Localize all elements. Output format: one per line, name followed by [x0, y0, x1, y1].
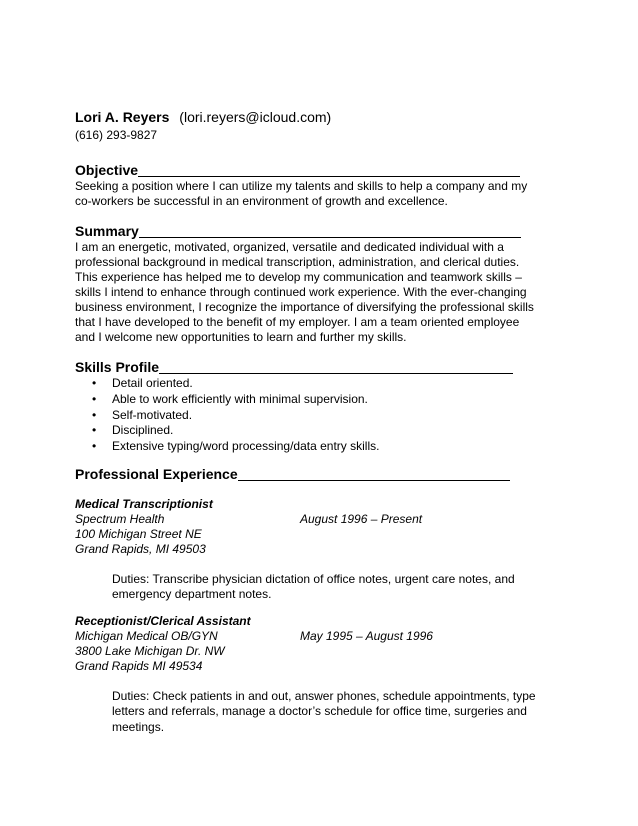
heading-underline	[138, 176, 520, 177]
summary-heading	[75, 223, 555, 240]
job-employer: Spectrum Health	[75, 511, 165, 526]
bullet-icon: •	[92, 423, 97, 438]
summary-line: business environment, I recognize the importance of diversifying the professional skills	[75, 300, 534, 314]
heading-underline	[159, 373, 513, 374]
job-title: Receptionist/Clerical Assistant	[75, 613, 251, 628]
job-street: 3800 Lake Michigan Dr. NW	[75, 643, 225, 658]
experience-heading	[75, 466, 555, 483]
applicant-email: (lori.reyers@icloud.com)	[179, 109, 332, 125]
job-entry	[75, 497, 555, 603]
duties-line: emergency department notes.	[112, 587, 272, 602]
objective-line: Seeking a position where I can utilize my talents and skills to help a company and my	[75, 179, 528, 193]
summary-line: professional background in medical transcription, administration, and clerical duties.	[75, 255, 520, 269]
skills-heading-text: Skills Profile	[75, 359, 160, 375]
heading-underline	[139, 237, 521, 238]
job-employer: Michigan Medical OB/GYN	[75, 628, 218, 643]
job-entry	[75, 614, 555, 736]
summary-heading-text: Summary	[75, 223, 139, 239]
applicant-phone: (616) 293-9827	[75, 128, 158, 142]
objective-heading	[75, 162, 555, 179]
skill-text: Disciplined.	[112, 423, 174, 438]
job-city: Grand Rapids, MI 49503	[75, 541, 206, 556]
duties-line: Duties: Transcribe physician dictation of office notes, urgent care notes, and	[112, 571, 515, 586]
skill-text: Able to work efficiently with minimal supervision.	[112, 391, 368, 406]
resume-page	[75, 108, 555, 735]
bullet-icon: •	[92, 376, 97, 390]
job-dates: August 1996 – Present	[300, 511, 423, 526]
job-employer-line	[75, 629, 555, 644]
heading-underline	[238, 480, 510, 481]
bullet-icon: •	[92, 439, 97, 454]
objective-heading-text: Objective	[75, 162, 139, 178]
summary-text	[75, 240, 555, 345]
objective-text	[75, 179, 555, 209]
summary-line: I am an energetic, motivated, organized, versatile and dedicated individual with a	[75, 240, 504, 254]
skill-item	[75, 408, 555, 424]
summary-line: This experience has helped me to develop my communication and teamwork skills –	[75, 270, 522, 284]
skill-text: Extensive typing/word processing/data entry skills.	[112, 439, 380, 454]
skill-item	[75, 376, 555, 392]
job-street: 100 Michigan Street NE	[75, 526, 202, 541]
duties-line: Duties: Check patients in and out, answer phones, schedule appointments, type	[112, 688, 536, 703]
summary-line: that I have developed to the benefit of my employer. I am a team oriented employee	[75, 315, 520, 329]
skill-item	[75, 392, 555, 408]
job-title: Medical Transcriptionist	[75, 496, 213, 511]
contact-header	[75, 108, 555, 126]
summary-line: and I welcome new opportunities to learn and further my skills.	[75, 330, 407, 344]
duties-line: meetings.	[112, 719, 165, 734]
bullet-icon: •	[92, 407, 97, 422]
objective-line: co-workers be successful in an environment of growth and excellence.	[75, 194, 448, 208]
job-employer-line	[75, 512, 555, 527]
applicant-name: Lori A. Reyers	[75, 109, 170, 125]
skill-text: Detail oriented.	[112, 376, 193, 390]
skill-text: Self-motivated.	[112, 407, 193, 422]
job-city: Grand Rapids MI 49534	[75, 658, 203, 673]
skill-item	[75, 439, 555, 455]
skills-list	[75, 376, 555, 455]
experience-heading-text: Professional Experience	[75, 465, 238, 482]
bullet-icon: •	[92, 391, 97, 406]
summary-line: skills I intend to enhance through continued work experience. With the ever-changing	[75, 285, 527, 299]
job-duties	[112, 689, 552, 736]
job-duties	[112, 572, 552, 603]
skill-item	[75, 423, 555, 439]
skills-heading	[75, 359, 555, 376]
duties-line: letters and referrals, manage a doctor’s schedule for office time, surgeries and	[112, 704, 527, 719]
job-dates: May 1995 – August 1996	[300, 628, 433, 643]
